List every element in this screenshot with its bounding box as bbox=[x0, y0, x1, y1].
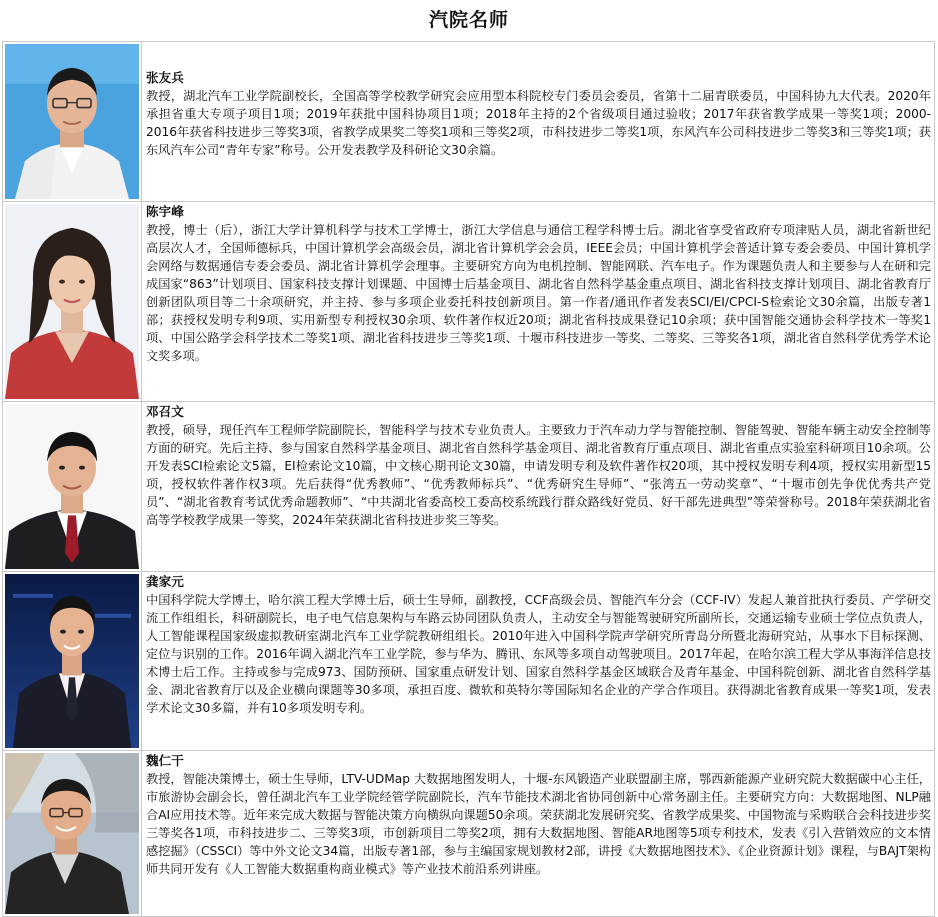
teacher-name: 陈宇峰 bbox=[146, 204, 184, 219]
teacher-info bbox=[142, 572, 934, 750]
teacher-bio: 教授，智能决策博士，硕士生导师，LTV-UDMap 大数据地图发明人，十堰-东风锻造产业联盟副主席，鄂西新能源产业研究院大数据碳中心主任，市旅游协会副会长，曾任湖北汽车工业学院经管学院副院长，汽车节能技术湖北省协同创新中心常务副主任。主要研究方向：大数据地图、NLP融合AI应用技术等。近年来完成大数据与智能决策方向横纵向课题50余项。荣获湖北发展研究奖、省教学成果奖、中国物流与采购联合会科技进步奖三等奖各1项，市科技进步二、三等奖3项，市创新项目二等奖2项，拥有大数据地图、智能AR地图等5项专利技术，发表《引入营销效应的文本情感挖掘》（CSSCI）等中外文论文34篇，出版专著1部，参与主编国家规划教材2部，讲授《大数据地图技术》、《企业资源计划》课程，与BAJT架构师共同开发有《人工智能大数据重构商业模式》等产业技术前沿系列讲座。 bbox=[146, 772, 931, 876]
teacher-photo-cell bbox=[3, 572, 142, 750]
portrait-image bbox=[5, 404, 139, 569]
teacher-bio: 教授，硕导，现任汽车工程师学院副院长，智能科学与技术专业负责人。主要致力于汽车动力学与智能控制、智能驾驶、智能车辆主动安全控制等方面的研究。先后主持、参与国家自然科学基金项目、湖北省自然科学基金项目、湖北省教育厅重点项目、湖北省重点实验室科研项目10余项。公开发表SCI检索论文5篇，EI检索论文10篇，中文核心期刊论文30篇，申请发明专利及软件著作权20项，其中授权发明专利4项，授权实用新型15项，授权软件著作权3项。先后获得“优秀教师”、“优秀教师标兵”、“优秀研究生导师”、“张湾五一劳动奖章”、“十堰市创先争优优秀共产党员”、“湖北省教育考试优秀命题教师”、“中共湖北省委高校工委高校系统践行群众路线好党员、好干部先进典型”等荣誉称号。2018年荣获湖北省高等学校教学成果一等奖，2024年荣获湖北省科技进步奖三等奖。 bbox=[146, 423, 931, 527]
teacher-name: 张友兵 bbox=[146, 70, 184, 85]
teacher-photo-cell bbox=[3, 202, 142, 401]
portrait-image bbox=[5, 44, 139, 199]
portrait-image bbox=[5, 204, 139, 399]
teacher-photo-cell bbox=[3, 42, 142, 201]
teacher-photo-cell bbox=[3, 402, 142, 571]
teacher-photo bbox=[5, 404, 139, 569]
teacher-list bbox=[2, 41, 935, 917]
teacher-bio: 教授，湖北汽车工业学院副校长，全国高等学校教学研究会应用型本科院校专门委员会委员，省第十二届青联委员，中国科协九大代表。2020年承担省重大专项子项目1项；2019年获批中国科协项目1项；2018年主持的2个省级项目通过验收；2017年获省教学成果一等奖1项；2000-2016年获省科技进步三等奖3项，省教学成果奖二等奖1项和三等奖2项，市科技进步二等奖1项，东风汽车公司科技进步二等奖3和三等奖1项；获东风汽车公司“青年专家”称号。公开发表教学及科研论文30余篇。 bbox=[146, 89, 931, 157]
teacher-name: 邓召文 bbox=[146, 404, 184, 419]
teacher-name: 龚家元 bbox=[146, 574, 184, 589]
teacher-row bbox=[2, 42, 935, 202]
teacher-row bbox=[2, 202, 935, 402]
teacher-bio: 中国科学院大学博士，哈尔滨工程大学博士后，硕士生导师，副教授，CCF高级会员、智能汽车分会（CCF-IV）发起人兼首批执行委员、产学研交流工作组组长，科研副院长，电子电气信息架构与车路云协同团队负责人，主动安全与智能驾驶研究所副所长，交通运输专业硕士学位点负责人，人工智能课程国家级虚拟教研室湖北汽车工业学院教研组组长。2010年进入中国科学院声学研究所青岛分所暨北海研究站，从事水下目标探测、定位与识别的工作。2016年调入湖北汽车工业学院，参与华为、腾讯、东风等多项自动驾驶项目。2017年起，在哈尔滨工程大学从事海洋信息技术博士后工作。主持或参与完成973、国防预研、国家重点研发计划、国家自然科学基金区域联合及青年基金、中国科院创新、湖北省自然科学基金、湖北省教育厅以及企业横向课题等30多项，承担百度、微软和英特尔等国际知名企业的产学合作项目。获得湖北省教育成果一等奖1项，发表学术论文30多篇，并有10多项发明专利。 bbox=[146, 593, 931, 715]
teacher-info bbox=[142, 402, 934, 571]
teacher-photo-cell bbox=[3, 751, 142, 916]
teacher-info bbox=[142, 42, 934, 201]
teacher-name: 魏仁干 bbox=[146, 753, 184, 768]
portrait-image bbox=[5, 753, 139, 914]
teacher-info bbox=[142, 751, 934, 916]
teacher-row bbox=[2, 572, 935, 751]
teacher-photo bbox=[5, 44, 139, 199]
page-title: 汽院名师 bbox=[428, 9, 509, 31]
teacher-photo bbox=[5, 574, 139, 748]
teacher-bio: 教授，博士（后），浙江大学计算机科学与技术工学博士，浙江大学信息与通信工程学科博士后。湖北省享受省政府专项津贴人员，湖北省新世纪高层次人才，全国师德标兵，中国计算机学会高级会员，湖北省计算机学会会员，IEEE会员；中国计算机学会普适计算专委会委员、中国计算机学会网络与数据通信专委会委员、湖北省计算机学会理事。主要研究方向为电机控制、智能网联、汽车电子。作为课题负责人和主要参与人在研和完成国家“863”计划项目、国家科技支撑计划课题、中国博士后基金项目、湖北省自然科学基金重点项目、湖北省科技支撑计划项目、湖北省教育厅创新团队项目等二十余项研究，并主持、参与多项企业委托科技创新项目。第一作者/通讯作者发表SCI/EI/CPCI-S检索论文30余篇，出版专著1部；获授权发明专利9项、实用新型专利授权30余项、软件著作权近20项；湖北省科技成果登记10余项；获中国智能交通协会科学技术一等奖1项、中国公路学会科学技术二等奖1项、湖北省科技进步三等奖1项、十堰市科技进步一等奖、二等奖、三等奖各1项，湖北省自然科学优秀学术论文奖多项。 bbox=[146, 223, 931, 363]
teacher-row bbox=[2, 751, 935, 917]
teacher-photo bbox=[5, 753, 139, 914]
portrait-image bbox=[5, 574, 139, 748]
teacher-info bbox=[142, 202, 934, 401]
teacher-photo bbox=[5, 204, 139, 399]
teacher-row bbox=[2, 402, 935, 572]
